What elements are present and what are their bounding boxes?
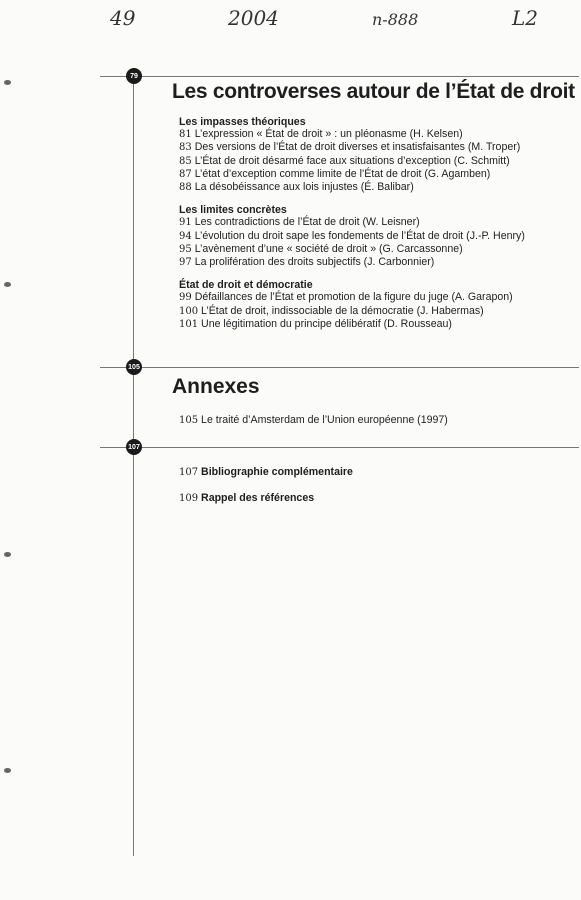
group-heading: Les impasses théoriques [179, 116, 306, 128]
page-badge: 107 [126, 439, 142, 455]
toc-entry[interactable]: 97 La prolifération des droits subjectifs (J. Carbonnier) [179, 256, 435, 269]
toc-entry[interactable]: 100 L’État de droit, indissociable de la démocratie (J. Habermas) [179, 304, 484, 317]
handwritten-note-4: L2 [512, 6, 539, 30]
group-heading: Les limites concrètes [179, 204, 287, 217]
section-rule [100, 447, 579, 448]
toc-entry[interactable]: 105 Le traité d’Amsterdam de l’Union européenne (1997) [179, 414, 448, 426]
punch-hole-mark [4, 768, 11, 773]
toc-entry[interactable]: 85 L’État de droit désarmé face aux situations d’exception (C. Schmitt) [179, 154, 510, 167]
punch-hole-mark [4, 282, 11, 287]
handwritten-note-1: 49 [110, 6, 136, 30]
toc-entry[interactable]: 95 L’avènement d’une « société de droit » (G. Carcassonne) [179, 242, 463, 255]
section-title: Les controverses autour de l’État de droit [172, 80, 575, 103]
timeline-line [133, 68, 134, 856]
toc-entry[interactable]: 109 Rappel des références [179, 492, 315, 504]
toc-entry[interactable]: 107 Bibliographie complémentaire [179, 466, 353, 478]
punch-hole-mark [4, 80, 11, 85]
toc-entry[interactable]: 101 Une légitimation du principe délibératif (D. Rousseau) [179, 317, 452, 330]
toc-entry[interactable]: 88 La désobéissance aux lois injustes (É. Balibar) [179, 181, 414, 194]
page-badge: 79 [126, 68, 142, 84]
toc-groups [179, 116, 525, 331]
punch-hole-mark [4, 552, 11, 557]
section-rule [100, 367, 579, 368]
toc-entry[interactable]: 94 L’évolution du droit sape les fondements de l’État de droit (J.-P. Henry) [179, 229, 525, 242]
toc-entry[interactable]: 83 Des versions de l’État de droit diverses et insatisfaisantes (M. Troper) [179, 141, 521, 154]
group-heading: État de droit et démocratie [179, 279, 313, 292]
handwritten-note-3: n-888 [372, 10, 419, 29]
toc-entry[interactable]: 81 L’expression « État de droit » : un pléonasme (H. Kelsen) [179, 128, 463, 141]
toc-entry[interactable]: 99 Défaillances de l’État et promotion de la figure du juge (A. Garapon) [179, 291, 513, 304]
section-title: Annexes [172, 375, 260, 398]
section-rule [100, 76, 579, 77]
toc-entry[interactable]: 87 L’état d’exception comme limite de l’État de droit (G. Agamben) [179, 167, 491, 180]
handwritten-note-2: 2004 [228, 6, 279, 30]
page-badge: 105 [126, 359, 142, 375]
toc-entry[interactable]: 91 Les contradictions de l’État de droit (W. Leisner) [179, 216, 420, 229]
